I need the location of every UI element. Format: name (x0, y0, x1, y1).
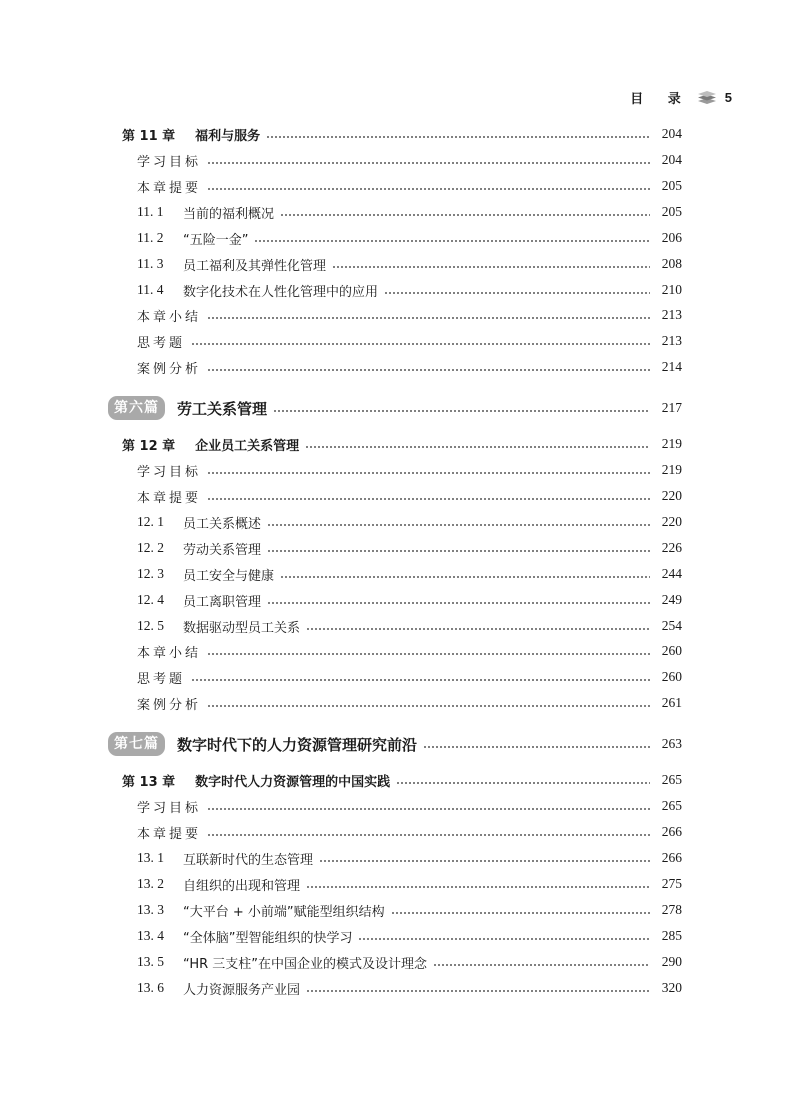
part-badge: 第七篇 (108, 732, 165, 756)
toc-entry[interactable] (137, 305, 682, 325)
chapter-label: 第 11 章 (122, 128, 176, 144)
dot-leader (207, 808, 650, 810)
dot-leader (384, 292, 650, 294)
section-number: 12. 3 (137, 566, 164, 581)
page-ref: 266 (661, 850, 682, 865)
dot-leader (207, 369, 650, 371)
toc-entry[interactable] (137, 331, 682, 351)
dot-leader (266, 136, 650, 138)
toc-entry[interactable] (137, 874, 682, 894)
toc-entry[interactable] (137, 641, 682, 661)
item-title: 本章小结 (137, 309, 202, 325)
chapter-title: 企业员工关系管理 (195, 438, 300, 454)
section-number: 13. 3 (137, 902, 164, 917)
dot-leader (280, 214, 650, 216)
dot-leader (358, 938, 650, 940)
stacked-layers-icon (697, 90, 717, 106)
section-number: 12. 1 (137, 514, 164, 529)
dot-leader (207, 653, 650, 655)
toc-entry[interactable] (137, 900, 682, 920)
dot-leader (207, 472, 650, 474)
page-ref: 275 (661, 876, 682, 891)
item-title: 学习目标 (137, 154, 202, 170)
dot-leader (280, 576, 650, 578)
page-ref: 208 (661, 256, 682, 271)
dot-leader (207, 188, 650, 190)
chapter-title: 福利与服务 (195, 128, 261, 144)
dot-leader (267, 524, 650, 526)
page-ref: 249 (661, 592, 682, 607)
page-ref: 219 (661, 462, 682, 477)
toc-entry[interactable] (137, 590, 682, 610)
section-title: 员工离职管理 (183, 594, 262, 610)
toc-entry[interactable] (137, 254, 682, 274)
toc-entry[interactable] (108, 398, 682, 418)
toc-entry[interactable] (137, 538, 682, 558)
section-number: 13. 1 (137, 850, 164, 865)
section-number: 13. 5 (137, 954, 164, 969)
toc-entry[interactable] (137, 228, 682, 248)
page-ref: 285 (661, 928, 682, 943)
toc-entry[interactable] (137, 512, 682, 532)
item-title: 学习目标 (137, 464, 202, 480)
section-title: “HR 三支柱”在中国企业的模式及设计理念 (183, 956, 428, 972)
toc-entry[interactable] (137, 667, 682, 687)
section-title: 数据驱动型员工关系 (183, 620, 301, 636)
page-ref: 265 (661, 798, 682, 813)
section-number: 12. 2 (137, 540, 164, 555)
section-title: “五险一金” (183, 232, 249, 248)
page-ref: 266 (661, 824, 682, 839)
toc-entry[interactable] (137, 693, 682, 713)
dot-leader (267, 550, 650, 552)
page-ref: 260 (661, 669, 682, 684)
dot-leader (207, 498, 650, 500)
section-number: 12. 4 (137, 592, 164, 607)
section-number: 11. 1 (137, 204, 164, 219)
toc-entry[interactable] (137, 486, 682, 506)
dot-leader (396, 782, 650, 784)
page-ref: 244 (661, 566, 682, 581)
dot-leader (319, 860, 650, 862)
page-ref: 261 (661, 695, 682, 710)
page-ref: 290 (661, 954, 682, 969)
section-title: 劳动关系管理 (183, 542, 262, 558)
item-title: 思考题 (137, 671, 186, 687)
section-title: 互联新时代的生态管理 (183, 852, 314, 868)
page-number: 5 (724, 90, 732, 105)
part-title: 劳工关系管理 (177, 399, 268, 418)
dot-leader (254, 240, 650, 242)
section-number: 13. 4 (137, 928, 164, 943)
dot-leader (191, 679, 650, 681)
item-title: 本章小结 (137, 645, 202, 661)
page-ref: 204 (661, 152, 682, 167)
item-title: 案例分析 (137, 361, 202, 377)
dot-leader (207, 834, 650, 836)
item-title: 思考题 (137, 335, 186, 351)
section-number: 11. 4 (137, 282, 164, 297)
page-ref: 220 (661, 488, 682, 503)
page-ref: 213 (661, 307, 682, 322)
item-title: 案例分析 (137, 697, 202, 713)
dot-leader (273, 410, 650, 412)
dot-leader (191, 343, 650, 345)
section-title: 人力资源服务产业园 (183, 982, 301, 998)
dot-leader (306, 628, 650, 630)
section-title: 员工关系概述 (183, 516, 262, 532)
part-badge: 第六篇 (108, 396, 165, 420)
page-ref: 260 (661, 643, 682, 658)
toc-entry[interactable] (137, 616, 682, 636)
toc-entry[interactable] (137, 822, 682, 842)
toc-entry[interactable] (137, 460, 682, 480)
section-title: 自组织的出现和管理 (183, 878, 301, 894)
chapter-label: 第 13 章 (122, 774, 176, 790)
page-ref: 219 (661, 436, 682, 451)
toc-entry[interactable] (137, 176, 682, 196)
page-ref: 205 (661, 178, 682, 193)
dot-leader (433, 964, 650, 966)
dot-leader (207, 317, 650, 319)
page-ref: 263 (661, 736, 682, 751)
section-number: 11. 2 (137, 230, 164, 245)
dot-leader (306, 990, 650, 992)
toc-entry[interactable] (137, 280, 682, 300)
item-title: 本章提要 (137, 826, 202, 842)
toc-entry[interactable] (122, 124, 682, 144)
page-ref: 254 (661, 618, 682, 633)
page-ref: 213 (661, 333, 682, 348)
toc-entry[interactable] (137, 952, 682, 972)
page-ref: 217 (661, 400, 682, 415)
page-ref: 265 (661, 772, 682, 787)
toc-entry[interactable] (137, 926, 682, 946)
toc-entry[interactable] (137, 848, 682, 868)
item-title: 学习目标 (137, 800, 202, 816)
section-title: “全体脑”型智能组织的快学习 (183, 930, 353, 946)
item-title: 本章提要 (137, 490, 202, 506)
toc-entry[interactable] (137, 357, 682, 377)
toc-entry[interactable] (137, 202, 682, 222)
dot-leader (332, 266, 650, 268)
section-number: 11. 3 (137, 256, 164, 271)
dot-leader (207, 705, 650, 707)
page-ref: 205 (661, 204, 682, 219)
toc-entry[interactable] (137, 978, 682, 998)
page-ref: 206 (661, 230, 682, 245)
item-title: 本章提要 (137, 180, 202, 196)
chapter-label: 第 12 章 (122, 438, 176, 454)
section-number: 12. 5 (137, 618, 164, 633)
dot-leader (305, 446, 650, 448)
running-head-title: 目 录 (630, 92, 691, 107)
toc-entry[interactable] (122, 434, 682, 454)
section-title: 员工福利及其弹性化管理 (183, 258, 327, 274)
page-ref: 214 (661, 359, 682, 374)
toc-entry[interactable] (122, 770, 682, 790)
dot-leader (423, 746, 650, 748)
chapter-title: 数字时代人力资源管理的中国实践 (195, 774, 391, 790)
dot-leader (207, 162, 650, 164)
toc-entry[interactable] (137, 150, 682, 170)
dot-leader (306, 886, 650, 888)
toc-entry[interactable] (137, 796, 682, 816)
section-number: 13. 2 (137, 876, 164, 891)
page-ref: 226 (661, 540, 682, 555)
section-title: “大平台 + 小前端”赋能型组织结构 (183, 904, 385, 920)
page-ref: 320 (661, 980, 682, 995)
page-ref: 204 (661, 126, 682, 141)
section-number: 13. 6 (137, 980, 164, 995)
section-title: 数字化技术在人性化管理中的应用 (183, 284, 379, 300)
dot-leader (267, 602, 650, 604)
running-head (630, 88, 732, 107)
dot-leader (391, 912, 650, 914)
toc-entry[interactable] (108, 734, 682, 754)
toc-entry[interactable] (137, 564, 682, 584)
page-ref: 220 (661, 514, 682, 529)
part-title: 数字时代下的人力资源管理研究前沿 (177, 735, 418, 754)
page-ref: 210 (661, 282, 682, 297)
section-title: 当前的福利概况 (183, 206, 275, 222)
page-ref: 278 (661, 902, 682, 917)
section-title: 员工安全与健康 (183, 568, 275, 584)
